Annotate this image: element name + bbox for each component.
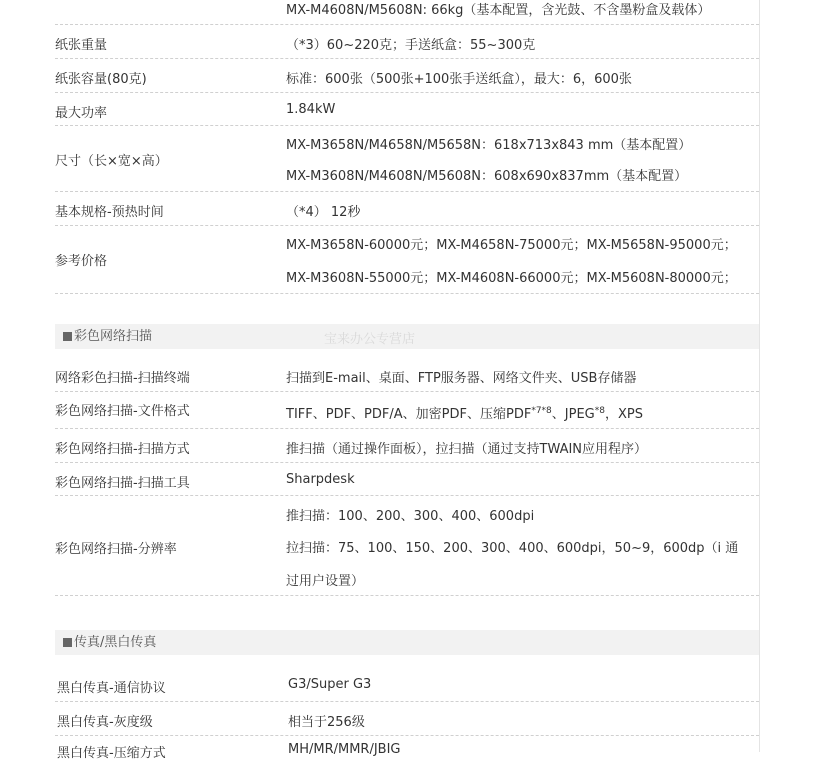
spec-value: 过用户设置） [286,574,365,589]
spec-value: MX-M3608N/M4608N/M5608N：608x690x837mm（基本配置） [286,169,688,184]
spec-label: 彩色网络扫描-分辨率 [55,542,177,557]
spec-value: Sharpdesk [286,472,355,487]
spec-table-fax [55,668,759,770]
spec-label: 最大功率 [55,106,108,121]
spec-label: 纸张重量 [55,38,108,53]
spec-label: 纸张容量(80克) [55,72,147,87]
spec-label: 彩色网络扫描-扫描方式 [55,442,190,457]
section-square-icon [63,638,72,647]
section-title: 传真/黑白传真 [74,635,157,650]
spec-value: 推扫描（通过操作面板），拉扫描（通过支持TWAIN应用程序） [286,442,648,457]
spec-value: MX-M3608N-55000元；MX-M4608N-66000元；MX-M5608N-80000元； [286,271,737,286]
spec-value: 1.84kW [286,102,336,117]
spec-label: 彩色网络扫描-扫描工具 [55,476,190,491]
table-row [55,736,759,770]
table-row [55,59,759,93]
section-header-fax [55,630,759,655]
table-row [55,429,759,463]
spec-value: MH/MR/MMR/JBIG [288,742,401,757]
table-row [55,226,759,294]
table-row [55,702,759,736]
spec-label: 黑白传真-压缩方式 [57,746,166,761]
table-row [55,392,759,429]
table-row [55,496,759,596]
spec-value: 标准：600张（500张+100张手送纸盒），最大：6，600张 [286,72,632,87]
table-row [55,668,759,702]
right-border [759,0,760,752]
spec-value: TIFF、PDF、PDF/A、加密PDF、压缩$PDF^{*7*8}$、JPEG$^{*8}$，XPS [286,406,643,422]
spec-label: 黑白传真-灰度级 [57,715,153,730]
spec-label: 参考价格 [55,254,108,269]
spec-label: 网络彩色扫描-扫描终端 [55,371,190,386]
spec-value: （*4） 12秒 [286,205,361,220]
table-row [55,93,759,126]
spec-table-general [55,0,759,294]
table-row [55,25,759,59]
table-row [55,126,759,192]
table-row [55,0,759,25]
spec-label: 尺寸（长×宽×高） [55,154,168,169]
section-square-icon [63,332,72,341]
spec-value: MX-M3658N-60000元；MX-M4658N-75000元；MX-M5658N-95000元； [286,238,737,253]
spec-value: 相当于256级 [288,715,365,730]
table-row [55,463,759,496]
spec-value: MX-M4608N/M5608N: 66kg（基本配置，含光鼓、不含墨粉盒及载体） [286,3,711,18]
spec-value: 推扫描：100、200、300、400、600dpi [286,509,535,524]
table-row [55,358,759,392]
spec-label: 黑白传真-通信协议 [57,681,166,696]
spec-value: MX-M3658N/M4658N/M5658N：618x713x843 mm（基本配置） [286,138,692,153]
spec-table-scan [55,358,759,596]
spec-value: G3/Super G3 [288,677,372,692]
spec-value: 拉扫描：75、100、150、200、300、400、600dpi，50~9，600dp（i 通 [286,541,739,556]
spec-label: 基本规格-预热时间 [55,205,164,220]
watermark-text: 宝来办公专营店 [324,332,416,347]
spec-value: （*3）60~220克；手送纸盒：55~300克 [286,38,536,53]
section-title: 彩色网络扫描 [74,329,153,344]
spec-value: 扫描到E-mail、桌面、FTP服务器、网络文件夹、USB存储器 [286,371,637,386]
table-row [55,192,759,226]
spec-label: 彩色网络扫描-文件格式 [55,404,190,419]
